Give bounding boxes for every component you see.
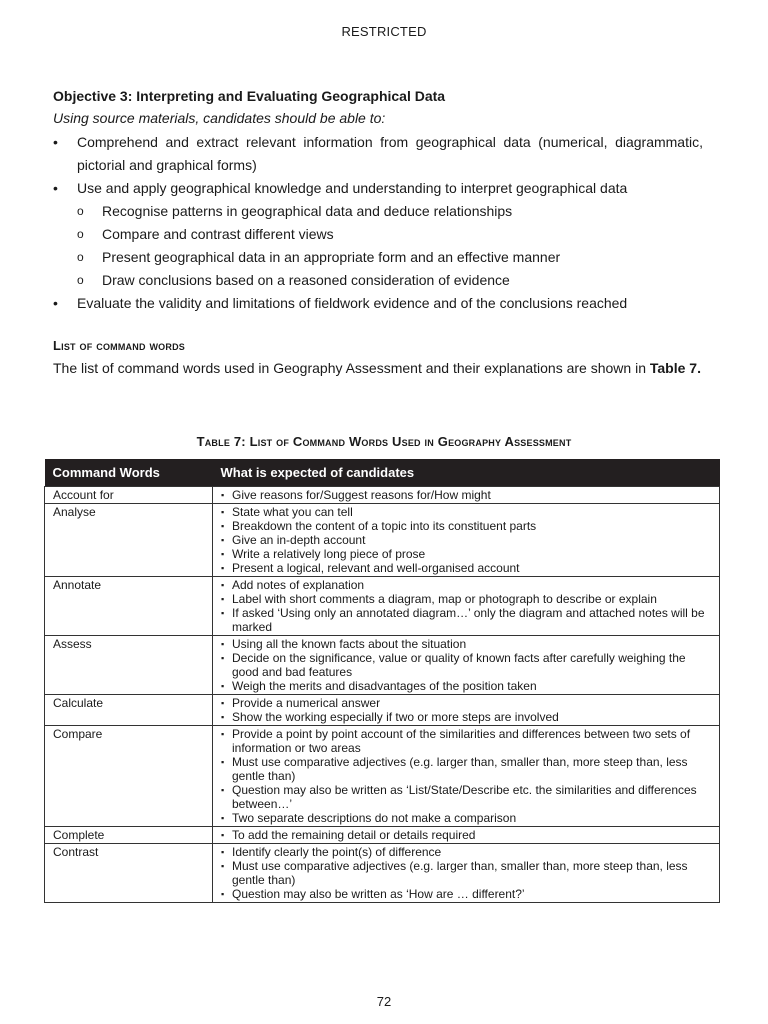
list-item: • Use and apply geographical knowledge and understanding to interpret geographical data bbox=[53, 177, 703, 200]
command-words-heading: List of command words bbox=[53, 338, 185, 353]
expectation-cell bbox=[213, 577, 720, 636]
objective-bullets-end bbox=[53, 292, 703, 315]
square-bullet-icon: ▪ bbox=[221, 698, 225, 708]
bullet-icon: • bbox=[53, 134, 58, 150]
list-item: ▪ State what you can tell bbox=[221, 505, 353, 519]
circle-bullet-icon: o bbox=[77, 204, 84, 218]
expectation-cell bbox=[213, 636, 720, 695]
circle-bullet-icon: o bbox=[77, 250, 84, 264]
expectation-cell bbox=[213, 695, 720, 726]
square-bullet-icon: ▪ bbox=[221, 594, 225, 604]
list-item: o Compare and contrast different views bbox=[53, 223, 703, 246]
command-word-cell: Annotate bbox=[45, 577, 213, 636]
square-bullet-icon: ▪ bbox=[221, 729, 225, 739]
expectation-cell bbox=[213, 827, 720, 844]
square-bullet-icon: ▪ bbox=[221, 563, 225, 573]
column-header: What is expected of candidates bbox=[213, 459, 720, 487]
square-bullet-icon: ▪ bbox=[221, 549, 225, 559]
list-item: ▪ Show the working especially if two or more steps are involved bbox=[221, 710, 559, 724]
list-item: ▪ Must use comparative adjectives (e.g. larger than, smaller than, more steep than, less gentle than) bbox=[221, 755, 688, 783]
square-bullet-icon: ▪ bbox=[221, 535, 225, 545]
square-bullet-icon: ▪ bbox=[221, 813, 225, 823]
list-item: ▪ Give an in-depth account bbox=[221, 533, 366, 547]
list-item: o Draw conclusions based on a reasoned consideration of evidence bbox=[53, 269, 703, 292]
command-word-cell: Compare bbox=[45, 726, 213, 827]
square-bullet-icon: ▪ bbox=[221, 889, 225, 899]
command-words-intro: The list of command words used in Geography Assessment and their explanations are shown in Table 7. bbox=[53, 360, 701, 376]
square-bullet-icon: ▪ bbox=[221, 490, 225, 500]
objective-section bbox=[53, 86, 703, 380]
list-item: ▪ Must use comparative adjectives (e.g. larger than, smaller than, more steep than, less gentle than) bbox=[221, 859, 688, 887]
page-number: 72 bbox=[376, 994, 392, 1009]
square-bullet-icon: ▪ bbox=[221, 653, 225, 663]
list-item: ▪ Add notes of explanation bbox=[221, 578, 365, 592]
square-bullet-icon: ▪ bbox=[221, 507, 225, 517]
bullet-icon: • bbox=[53, 180, 58, 196]
list-item: ▪ Write a relatively long piece of prose bbox=[221, 547, 426, 561]
square-bullet-icon: ▪ bbox=[221, 681, 225, 691]
bullet-icon: • bbox=[53, 295, 58, 311]
table-row bbox=[45, 827, 720, 844]
square-bullet-icon: ▪ bbox=[221, 608, 225, 618]
objective-title: Objective 3: Interpreting and Evaluating Geographical Data bbox=[53, 88, 446, 104]
square-bullet-icon: ▪ bbox=[221, 712, 225, 722]
table-row bbox=[45, 487, 720, 504]
square-bullet-icon: ▪ bbox=[221, 580, 225, 590]
list-item: ▪ Weigh the merits and disadvantages of the position taken bbox=[221, 679, 537, 693]
expectation-cell bbox=[213, 504, 720, 577]
command-word-cell: Complete bbox=[45, 827, 213, 844]
list-item: ▪ Provide a point by point account of the similarities and differences between two sets of information or two areas bbox=[221, 727, 691, 755]
list-item: ▪ Question may also be written as ‘How are … different?’ bbox=[221, 887, 525, 901]
column-header: Command Words bbox=[45, 459, 213, 487]
list-item: o Recognise patterns in geographical data and deduce relationships bbox=[53, 200, 703, 223]
square-bullet-icon: ▪ bbox=[221, 757, 225, 767]
list-item: ▪ To add the remaining detail or details required bbox=[221, 828, 476, 842]
square-bullet-icon: ▪ bbox=[221, 639, 225, 649]
table-row bbox=[45, 844, 720, 903]
table-row bbox=[45, 577, 720, 636]
list-item: ▪ Breakdown the content of a topic into its constituent parts bbox=[221, 519, 537, 533]
command-word-cell: Analyse bbox=[45, 504, 213, 577]
list-item: • Comprehend and extract relevant information from geographical data (numerical, diagrammatic, pictorial and graphical forms) bbox=[53, 131, 703, 177]
list-item: ▪ Two separate descriptions do not make a comparison bbox=[221, 811, 517, 825]
page-header: RESTRICTED bbox=[341, 24, 427, 39]
table-header-row bbox=[45, 459, 720, 487]
expectation-cell bbox=[213, 487, 720, 504]
command-words-table bbox=[44, 459, 720, 903]
table-row bbox=[45, 504, 720, 577]
list-item: ▪ Provide a numerical answer bbox=[221, 696, 381, 710]
table-row bbox=[45, 726, 720, 827]
table-reference: Table 7. bbox=[649, 360, 701, 376]
circle-bullet-icon: o bbox=[77, 227, 84, 241]
circle-bullet-icon: o bbox=[77, 273, 84, 287]
expectation-cell bbox=[213, 844, 720, 903]
square-bullet-icon: ▪ bbox=[221, 785, 225, 795]
list-item: ▪ Decide on the significance, value or quality of known facts after carefully weighing the good and bad features bbox=[221, 651, 686, 679]
list-item: ▪ Identify clearly the point(s) of difference bbox=[221, 845, 442, 859]
table-row bbox=[45, 636, 720, 695]
square-bullet-icon: ▪ bbox=[221, 830, 225, 840]
square-bullet-icon: ▪ bbox=[221, 521, 225, 531]
expectation-cell bbox=[213, 726, 720, 827]
command-word-cell: Calculate bbox=[45, 695, 213, 726]
command-word-cell: Assess bbox=[45, 636, 213, 695]
command-word-cell: Contrast bbox=[45, 844, 213, 903]
list-item: ▪ Label with short comments a diagram, map or photograph to describe or explain bbox=[221, 592, 657, 606]
list-item: ▪ Present a logical, relevant and well-organised account bbox=[221, 561, 520, 575]
objective-intro: Using source materials, candidates should be able to: bbox=[53, 110, 386, 126]
list-item: • Evaluate the validity and limitations of fieldwork evidence and of the conclusions reached bbox=[53, 292, 703, 315]
objective-sub-bullets bbox=[53, 200, 703, 292]
table-row bbox=[45, 695, 720, 726]
list-item: ▪ If asked ‘Using only an annotated diagram…’ only the diagram and attached notes will be marked bbox=[221, 606, 705, 634]
list-item: ▪ Give reasons for/Suggest reasons for/How might bbox=[221, 488, 491, 502]
list-item: o Present geographical data in an appropriate form and an effective manner bbox=[53, 246, 703, 269]
list-item: ▪ Using all the known facts about the situation bbox=[221, 637, 467, 651]
list-item: ▪ Question may also be written as ‘List/State/Describe etc. the similarities and differences between…’ bbox=[221, 783, 697, 811]
square-bullet-icon: ▪ bbox=[221, 847, 225, 857]
objective-bullets bbox=[53, 131, 703, 200]
square-bullet-icon: ▪ bbox=[221, 861, 225, 871]
table-caption: Table 7: List of Command Words Used in Geography Assessment bbox=[196, 434, 572, 449]
command-word-cell: Account for bbox=[45, 487, 213, 504]
